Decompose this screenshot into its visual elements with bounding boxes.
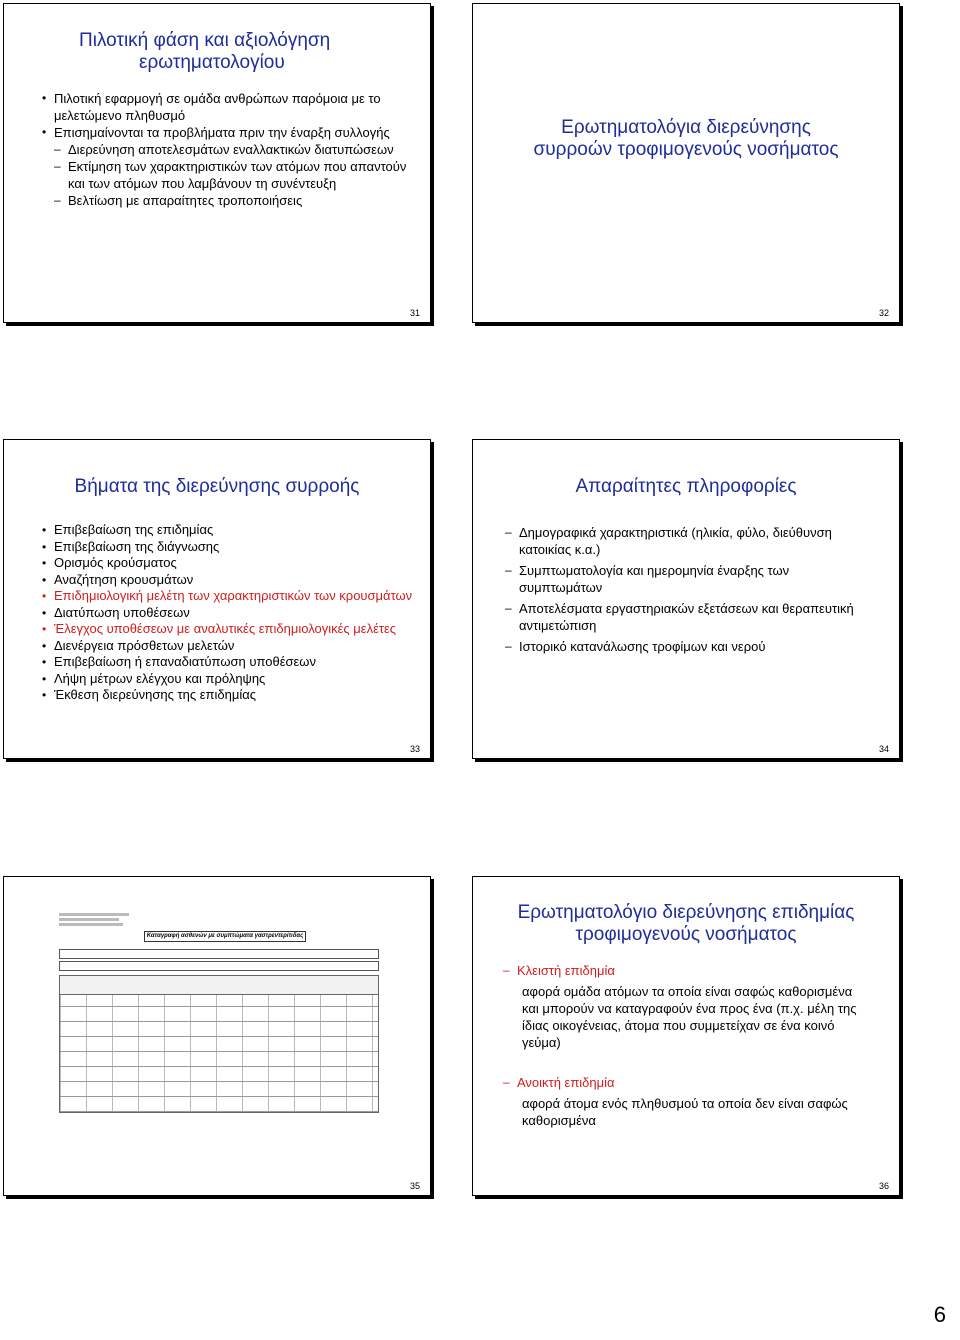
list-item: • Επιδημιολογική μελέτη των χαρακτηριστικών των κρουσμάτων [34,588,414,605]
slide-number: 35 [409,1181,420,1191]
list-item: • Επιβεβαίωση ή επαναδιατύπωση υποθέσεων [34,654,414,671]
list-item: • Επιβεβαίωση της διάγνωσης [34,539,414,556]
list-item: – Αποτελέσματα εργαστηριακών εξετάσεων και θεραπευτική αντιμετώπιση [505,600,875,634]
slide-34-title: Απαραίτητες πληροφορίες [575,476,797,497]
slide-33 [3,439,431,759]
list-item: – Συμπτωματολογία και ημερομηνία έναρξης των συμπτωμάτων [505,562,875,596]
slide-31-list [34,90,414,209]
slide-31-title: Πιλοτική φάση και αξιολόγηση ερωτηματολογίου [79,30,331,73]
slide-34-list [505,524,875,659]
form-table-header [59,975,379,995]
list-item: – Βελτίωση με απαραίτητες τροποποιήσεις [54,192,414,209]
list-item: • Λήψη μέτρων ελέγχου και πρόληψης [34,671,414,688]
list-item: • Διατύπωση υποθέσεων [34,605,414,622]
slide-36-list-closed [503,962,883,979]
list-item: – Ιστορικό κατανάλωσης τροφίμων και νερού [505,638,875,655]
slide-33-list [34,522,414,704]
form-title: Καταγραφή ασθενών με συμπτώματα γαστρεντερίτιδας [144,931,306,942]
list-item: – Διερεύνηση αποτελεσμάτων εναλλακτικών διατυπώσεων [54,141,414,158]
form-header-text [59,913,379,926]
slide-number: 31 [409,308,420,318]
closed-epidemic-text: αφορά ομάδα ατόμων τα οποία είναι σαφώς καθορισμένα και μπορούν να καταγραφούν ένα προς ένα (π.χ. μέλη της ίδιας οικογένειας, άτομα που συμμετείχαν σε ένα κοινό γεύμα) [522,984,857,1050]
slide-36-title: Ερωτηματολόγιο διερεύνησης επιδημίας τροφιμογενούς νοσήματος [517,902,855,945]
list-item: – Δημογραφικά χαρακτηριστικά (ηλικία, φύλο, διεύθυνση κατοικίας κ.α.) [505,524,875,558]
list-item: – Εκτίμηση των χαρακτηριστικών των ατόμων που απαντούν και των ατόμων που λαμβάνουν τη συνέντευξη [54,158,414,192]
list-item: • Επισημαίνονται τα προβλήματα πριν την έναρξη συλλογής [34,124,414,141]
list-item: • Διενέργεια πρόσθετων μελετών [34,638,414,655]
form-table [59,975,379,1113]
slide-36 [472,876,900,1196]
slide-36-list-open [503,1074,883,1091]
slide-number: 36 [878,1181,889,1191]
slide-32-title: Ερωτηματολόγια διερεύνησης συρροών τροφιμογενούς νοσήματος [533,117,839,160]
form-thumbnail [59,913,379,1113]
page-number: 6 [933,1302,946,1327]
list-item: • Ορισμός κρούσματος [34,555,414,572]
slide-34 [472,439,900,759]
list-item: • Έκθεση διερεύνησης της επιδημίας [34,687,414,704]
list-item: – Κλειστή επιδημία [503,962,883,979]
slide-number: 34 [878,744,889,754]
form-fields [59,947,379,971]
list-item: • Πιλοτική εφαρμογή σε ομάδα ανθρώπων παρόμοια με το μελετώμενο πληθυσμό [34,90,414,124]
list-item: – Ανοικτή επιδημία [503,1074,883,1091]
slide-33-title: Βήματα της διερεύνησης συρροής [74,476,360,497]
slide-31 [3,3,431,323]
list-item: • Έλεγχος υποθέσεων με αναλυτικές επιδημιολογικές μελέτες [34,621,414,638]
slide-35 [3,876,431,1196]
open-epidemic-text: αφορά άτομα ενός πληθυσμού τα οποία δεν είναι σαφώς καθορισμένα [522,1096,848,1128]
slide-number: 32 [878,308,889,318]
slide-32 [472,3,900,323]
list-item: • Αναζήτηση κρουσμάτων [34,572,414,589]
slide-number: 33 [409,744,420,754]
list-item: • Επιβεβαίωση της επιδημίας [34,522,414,539]
